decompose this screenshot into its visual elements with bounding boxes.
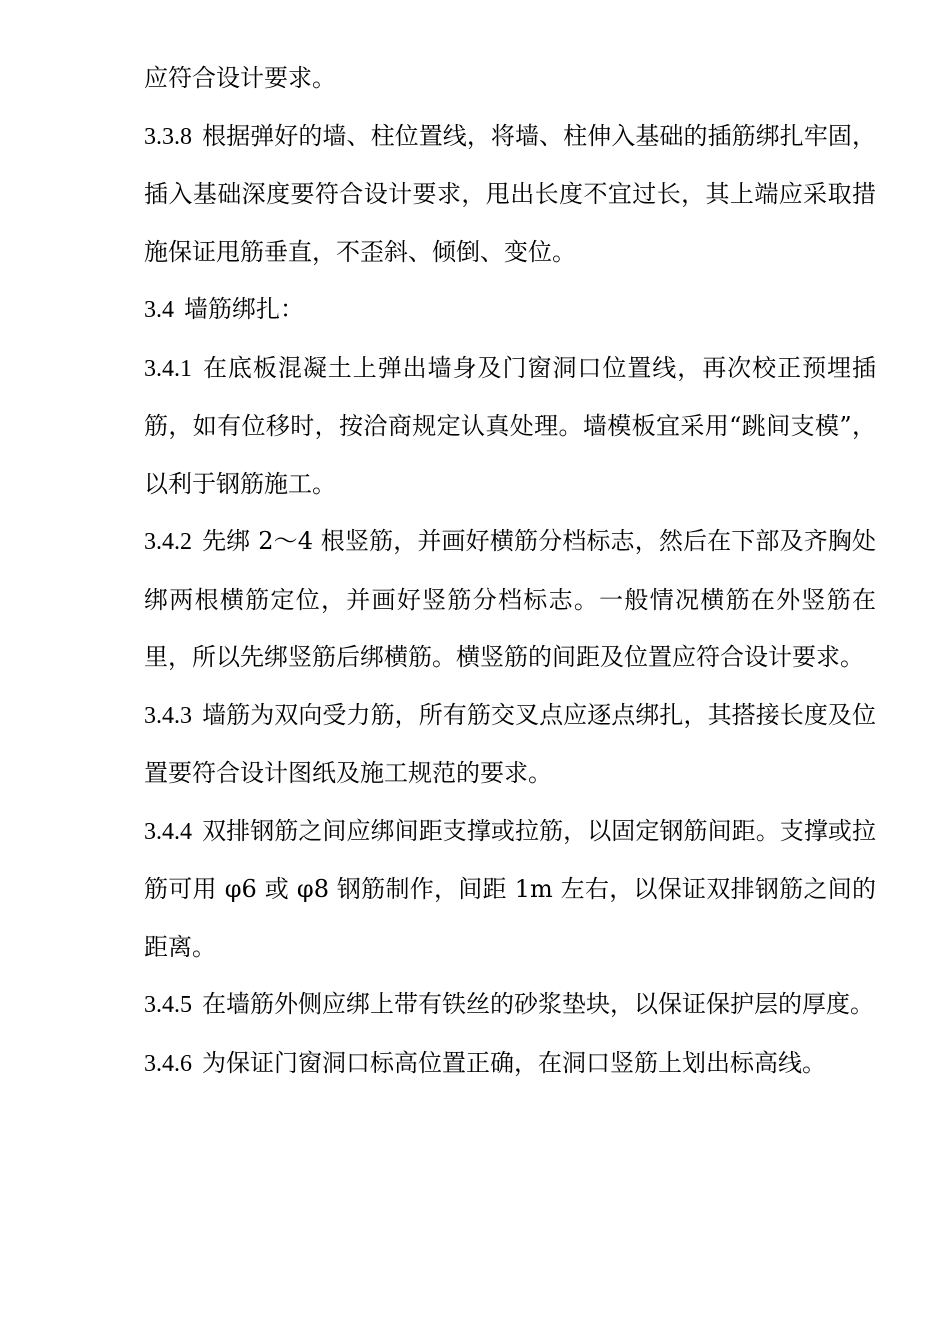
paragraph-3-4-4	[144, 803, 876, 977]
paragraph-3-4-6	[144, 1035, 876, 1094]
paragraph-text: 双排钢筋之间应绑间距支撑或拉筋，以固定钢筋间距。支撑或拉筋可用 φ6 或 φ8 钢筋制作，间距 1m 左右，以保证双排钢筋之间的距离。	[144, 816, 876, 961]
paragraph-continuation	[144, 50, 876, 108]
paragraph-3-3-8	[144, 108, 876, 282]
clause-number: 3.4.4	[144, 818, 192, 845]
paragraph-3-4-5	[144, 976, 876, 1035]
clause-number: 3.4	[144, 297, 174, 323]
clause-number: 3.4.1	[144, 355, 192, 382]
document-page	[144, 50, 876, 1093]
paragraph-text: 墙筋绑扎：	[184, 295, 304, 323]
paragraph-3-4-2	[144, 513, 876, 687]
heading-3-4	[144, 281, 876, 340]
paragraph-text: 在底板混凝土上弹出墙身及门窗洞口位置线，再次校正预埋插筋，如有位移时，按洽商规定认真处理。墙模板宜采用“跳间支模”，以利于钢筋施工。	[144, 353, 876, 498]
clause-number: 3.4.3	[144, 702, 192, 729]
paragraph-text: 先绑 2～4 根竖筋，并画好横筋分档标志，然后在下部及齐胸处绑两根横筋定位，并画好竖筋分档标志。一般情况横筋在外竖筋在里，所以先绑竖筋后绑横筋。横竖筋的间距及位置应符合设计要求。	[144, 527, 876, 671]
paragraph-3-4-1	[144, 340, 876, 514]
clause-number: 3.4.5	[144, 992, 192, 1018]
paragraph-text: 应符合设计要求。	[144, 64, 336, 92]
paragraph-3-4-3	[144, 687, 876, 803]
clause-number: 3.4.6	[144, 1050, 192, 1077]
paragraph-text: 在墙筋外侧应绑上带有铁丝的砂浆垫块，以保证保护层的厚度。	[202, 990, 874, 1018]
clause-number: 3.3.8	[144, 123, 192, 150]
clause-number: 3.4.2	[144, 529, 192, 555]
paragraph-text: 墙筋为双向受力筋，所有筋交叉点应逐点绑扎，其搭接长度及位置要符合设计图纸及施工规范的要求。	[144, 700, 876, 787]
paragraph-text: 根据弹好的墙、柱位置线，将墙、柱伸入基础的插筋绑扎牢固，插入基础深度要符合设计要求，甩出长度不宜过长，其上端应采取措施保证甩筋垂直，不歪斜、倾倒、变位。	[144, 121, 876, 266]
paragraph-text: 为保证门窗洞口标高位置正确，在洞口竖筋上划出标高线。	[202, 1048, 826, 1077]
